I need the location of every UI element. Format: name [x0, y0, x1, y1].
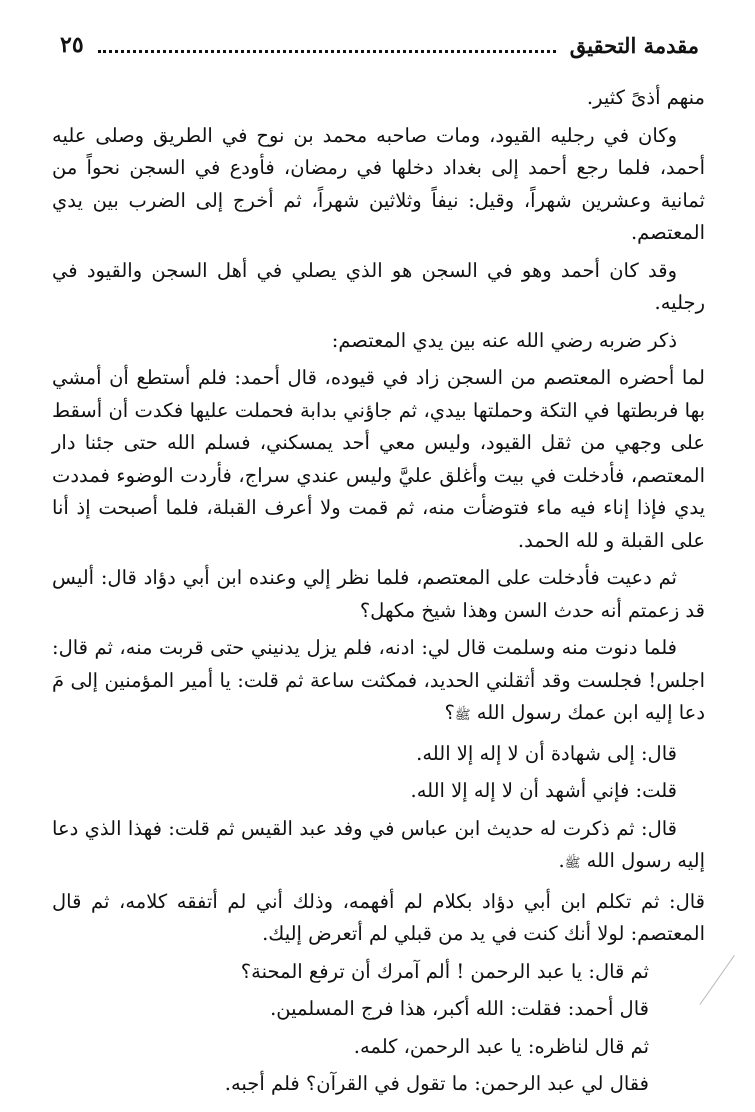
- paragraph-text: فلما دنوت منه وسلمت قال لي: ادنه، فلم يزل يدنيني حتى قربت منه، ثم قال: اجلس! فجلست وقد أثقلني الحديد، فمكثت ساعة ثم قلت: يا أمير المؤمنين إلى مَ دعا إليه ابن عمك رسول الله: [52, 636, 705, 724]
- paragraph: قال: ثم ذكرت له حديث ابن عباس في وفد عبد القيس ثم قلت: فهذا الذي دعا إليه رسول الله ﷺ.: [52, 816, 705, 872]
- paragraph: منهم أذىً كثير.: [586, 86, 705, 109]
- body-text: [52, 82, 705, 1106]
- dialogue-line: قال أحمد: فقلت: الله أكبر، هذا فرج المسلمين.: [270, 997, 649, 1020]
- salutation-glyph: ﷺ: [454, 708, 471, 723]
- running-header: [60, 30, 699, 60]
- salutation-glyph: ﷺ: [564, 856, 581, 871]
- paragraph: وقد كان أحمد وهو في السجن هو الذي يصلي في أهل السجن والقيود في رجليه.: [52, 258, 705, 314]
- paragraph: ثم دعيت فأدخلت على المعتصم، فلما نظر إلي وعنده ابن أبي دؤاد قال: أليس قد زعمتم أنه حدث السن وهذا شيخ مكهل؟: [52, 566, 705, 622]
- dialogue-line: قلت: فإني أشهد أن لا إله إلا الله.: [410, 779, 677, 802]
- page-number: ٢٥: [60, 32, 84, 58]
- dialogue-line: ثم قال لناظره: يا عبد الرحمن، كلمه.: [353, 1034, 649, 1058]
- dialogue-line: ثم قال: يا عبد الرحمن ! ألم آمرك أن ترفع المحنة؟: [240, 959, 649, 983]
- scan-edge-mark: [700, 955, 750, 1015]
- section-heading: ذكر ضربه رضي الله عنه بين يدي المعتصم:: [331, 328, 677, 352]
- paragraph: لما أحضره المعتصم من السجن زاد في قيوده، قال أحمد: فلم أستطع أن أمشي بها فربطتها في التكة وحملتها بيدي، ثم جاؤني بدابة فحملت عليها فكدت أن أسقط على وجهي من ثقل القيود، وليس معي أحد يمسكني، فسلم الله حتى جئنا دار المعتصم، فأدخلت في بيت وأغلق عليَّ وليس عندي سراج، فأردت الوضوء فمددت يدي فإذا إناء فيه ماء فتوضأت منه، ثم قمت ولا أعرف القبلة، فلما أصبحت إذ أنا على القبلة و لله الحمد.: [52, 366, 706, 552]
- dialogue-line: فقال لي عبد الرحمن: ما تقول في القرآن؟ فلم أجبه.: [224, 1072, 649, 1095]
- paragraph: وكان في رجليه القيود، ومات صاحبه محمد بن نوح في الطريق وصلى عليه أحمد، فلما رجع أحمد إلى بغداد دخلها في رمضان، فأودع في السجن نحواً من ثمانية وعشرين شهراً، وقيل: نيفاً وثلاثين شهراً، ثم أخرج إلى الضرب بين يدي المعتصم.: [52, 123, 705, 244]
- dotted-leader: [98, 50, 556, 53]
- paragraph: فلما دنوت منه وسلمت قال لي: ادنه، فلم يزل يدنيني حتى قربت منه، ثم قال: اجلس! فجلست وقد أثقلني الحديد، فمكثت ساعة ثم قلت: يا أمير المؤمنين إلى مَ دعا إليه ابن عمك رسول الله ﷺ؟: [52, 636, 705, 724]
- chapter-title: مقدمة التحقيق: [569, 32, 699, 58]
- dialogue-line: قال: إلى شهادة أن لا إله إلا الله.: [416, 741, 677, 765]
- paragraph: قال: ثم تكلم ابن أبي دؤاد بكلام لم أفهمه، وذلك أني لم أتفقه كلامه، ثم قال المعتصم: لولا أنك كنت في يد من قبلي لم أتعرض إليك.: [52, 889, 705, 945]
- paragraph-text: قال: ثم ذكرت له حديث ابن عباس في وفد عبد القيس ثم قلت: فهذا الذي دعا إليه رسول الله: [52, 816, 705, 872]
